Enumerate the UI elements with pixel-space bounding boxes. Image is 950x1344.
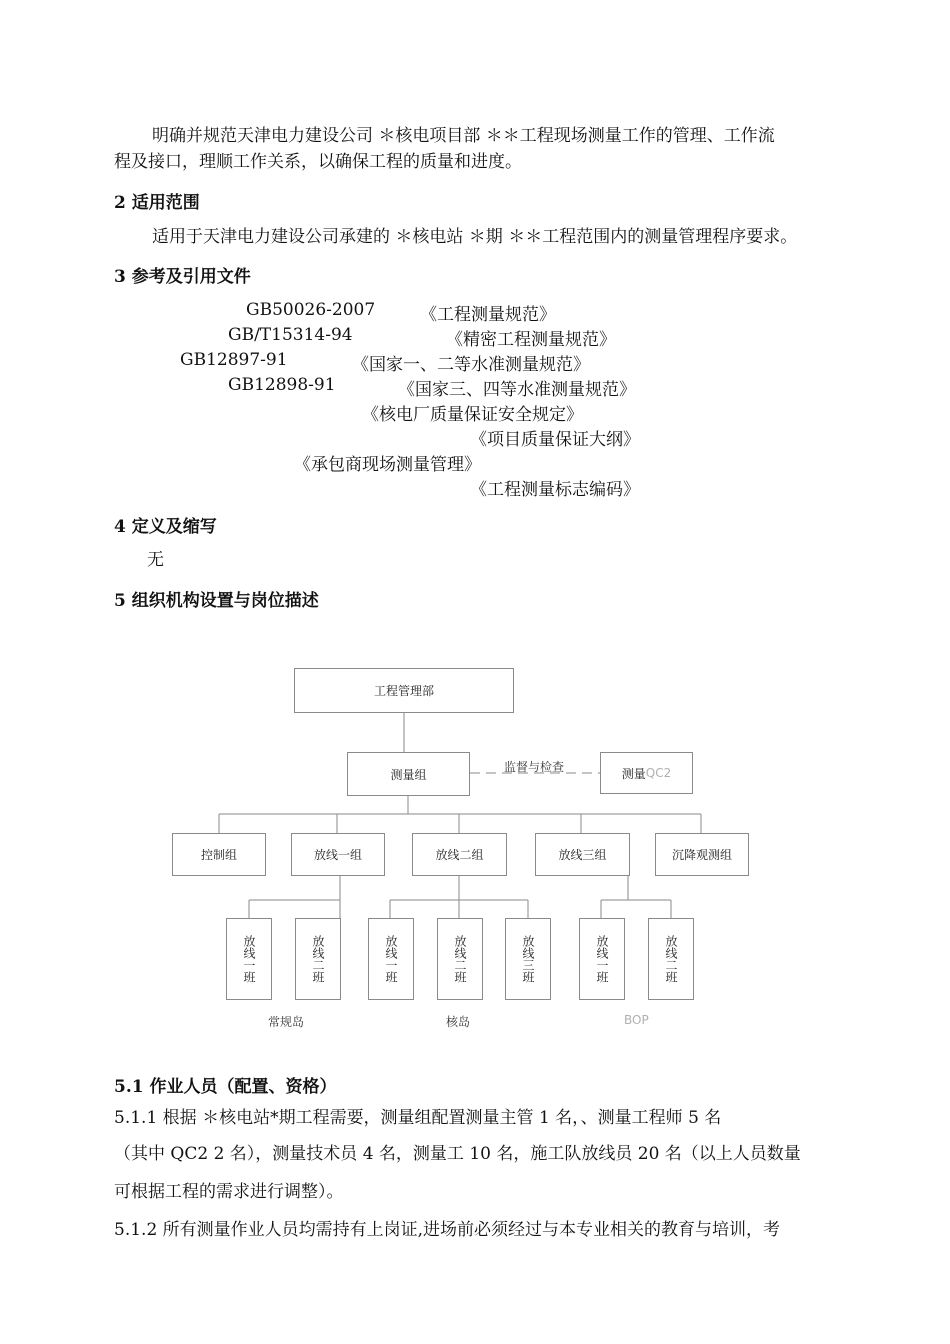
org-node-team [226, 918, 272, 1000]
org-node-team [579, 918, 625, 1000]
org-node-group: 放线三组 [535, 833, 630, 876]
section-5-1-1-line-1: 5.1.1 根据 ＊核电站*期工程需要，测量组配置测量主管 1 名，、测量工程师 5 名 [114, 1108, 722, 1128]
section-2-text: 适用于天津电力建设公司承建的 ＊核电站 ＊期 ＊＊工程范围内的测量管理程序要求。 [152, 227, 798, 247]
org-node-survey-group: 测量组 [347, 752, 470, 796]
ref-code: GB/T15314-94 [228, 325, 353, 345]
org-node-survey-qc2 [600, 752, 693, 794]
section-5-heading: 5 组织机构设置与岗位描述 [114, 591, 319, 611]
intro-line-1: 明确并规范天津电力建设公司 ＊核电项目部 ＊＊工程现场测量工作的管理、工作流 [152, 126, 775, 146]
ref-title: 《国家三、四等水准测量规范》 [398, 380, 636, 400]
qc-suffix: QC2 [645, 766, 672, 780]
section-5-1-1-line-3: 可根据工程的需求进行调整）。 [114, 1182, 344, 1202]
org-node-team [368, 918, 414, 1000]
team-label: 放线二班 [664, 935, 678, 983]
org-node-group: 放线二组 [412, 833, 507, 876]
team-label: 放线二班 [311, 935, 325, 983]
section-3-heading: 3 参考及引用文件 [114, 267, 251, 287]
section-5-1-heading: 5.1 作业人员（配置、资格） [114, 1077, 337, 1097]
section-4-heading: 4 定义及缩写 [114, 517, 217, 537]
ref-code: GB12897-91 [180, 350, 288, 370]
ref-title: 《精密工程测量规范》 [446, 330, 616, 350]
area-label: 常规岛 [268, 1015, 305, 1029]
ref-title: 《项目质量保证大纲》 [470, 430, 640, 450]
org-node-group: 放线一组 [291, 833, 385, 876]
area-label: BOP [624, 1013, 649, 1027]
org-node-team [437, 918, 483, 1000]
ref-code: GB12898-91 [228, 375, 336, 395]
org-node-team [505, 918, 551, 1000]
ref-title: 《核电厂质量保证安全规定》 [362, 405, 583, 425]
ref-title: 《工程测量标志编码》 [470, 480, 640, 500]
team-label: 放线三班 [521, 935, 535, 983]
team-label: 放线一班 [384, 935, 398, 983]
ref-title: 《国家一、二等水准测量规范》 [352, 355, 590, 375]
org-node-group: 控制组 [172, 833, 266, 876]
section-5-1-2-line-1: 5.1.2 所有测量作业人员均需持有上岗证,进场前必须经过与本专业相关的教育与培训，考 [114, 1220, 781, 1240]
area-label: 核岛 [446, 1015, 471, 1029]
org-node-group: 沉降观测组 [655, 833, 749, 876]
ref-title: 《承包商现场测量管理》 [294, 455, 481, 475]
org-node-engineering-dept: 工程管理部 [294, 668, 514, 713]
team-label: 放线一班 [595, 935, 609, 983]
intro-line-2: 程及接口，理顺工作关系，以确保工程的质量和进度。 [114, 152, 522, 172]
org-node-team [648, 918, 694, 1000]
section-5-1-1-line-2: （其中 QC2 2 名），测量技术员 4 名，测量工 10 名，施工队放线员 20 名（以上人员数量 [114, 1144, 801, 1164]
ref-code: GB50026-2007 [246, 300, 376, 320]
team-label: 放线一班 [242, 935, 256, 983]
section-4-text: 无 [147, 550, 164, 570]
section-2-heading: 2 适用范围 [114, 193, 200, 213]
qc-prefix: 测量 [621, 766, 646, 781]
org-node-team [295, 918, 341, 1000]
org-supervise-label: 监督与检查 [504, 760, 565, 774]
ref-title: 《工程测量规范》 [420, 305, 556, 325]
team-label: 放线二班 [453, 935, 467, 983]
